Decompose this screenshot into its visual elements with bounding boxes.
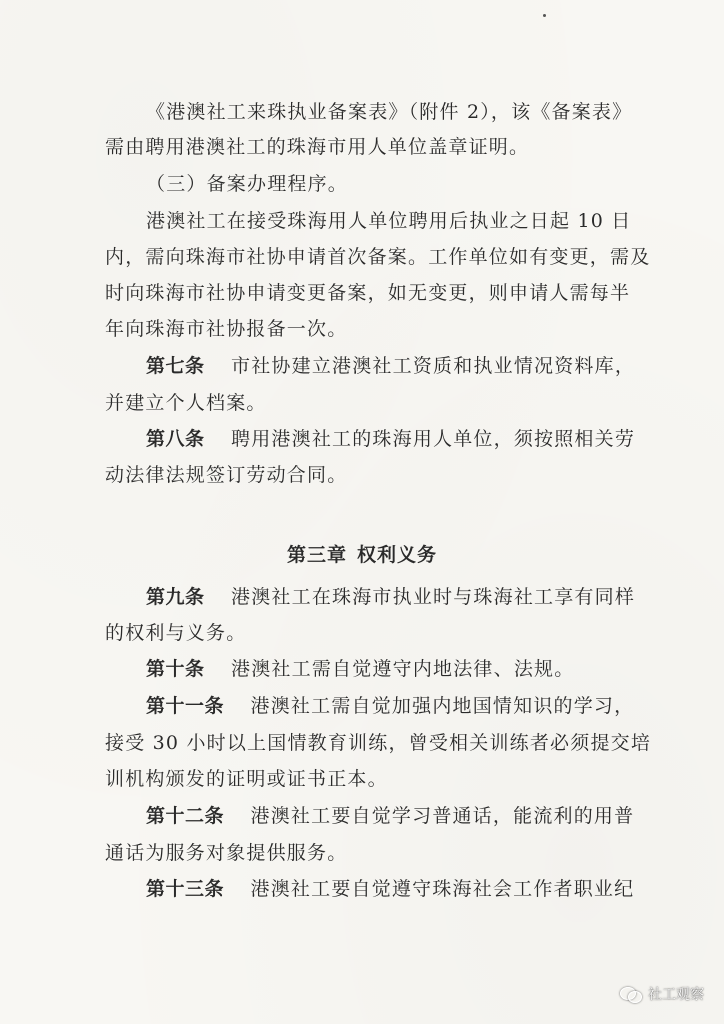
article-text: 港澳社工需自觉遵守内地法律、法规。 (231, 658, 575, 680)
article-12 (146, 803, 634, 829)
article-13 (146, 876, 634, 902)
paper-speck (543, 14, 546, 17)
article-9 (146, 584, 635, 610)
paragraph-line: 港澳社工在接受珠海用人单位聘用后执业之日起 10 日 (146, 210, 632, 232)
chapter-heading (0, 542, 724, 568)
article-text: 港澳社工要自觉学习普通话，能流利的用普 (250, 805, 635, 827)
section-heading: （三）备案办理程序。 (146, 173, 349, 195)
paragraph-line: 时向珠海市社协申请变更备案，如无变更，则申请人需每半 (105, 282, 631, 304)
article-text: 聘用港澳社工的珠海用人单位，须按照相关劳 (231, 428, 636, 450)
paragraph-line: 《港澳社工来珠执业备案表》（附件 2），该《备案表》 (146, 101, 633, 123)
article-label: 第八条 (146, 428, 205, 450)
paragraph-line: 训机构颁发的证明或证书正本。 (105, 768, 388, 790)
paragraph-line: 接受 30 小时以上国情教育训练，曾受相关训练者必须提交培 (105, 732, 652, 754)
article-10 (146, 656, 574, 682)
article-label: 第七条 (146, 355, 205, 377)
article-label: 第九条 (146, 586, 205, 608)
paragraph-line: 的权利与义务。 (105, 622, 247, 644)
article-8 (146, 426, 635, 452)
article-text: 市社协建立港澳社工资质和执业情况资料库， (231, 355, 636, 377)
article-text: 港澳社工需自觉加强内地国情知识的学习， (250, 695, 635, 717)
paragraph-line: 并建立个人档案。 (105, 392, 267, 414)
wechat-watermark (620, 984, 704, 1004)
article-label: 第十条 (146, 658, 205, 680)
article-label: 第十三条 (146, 878, 225, 900)
article-label: 第十二条 (146, 805, 225, 827)
article-text: 港澳社工在珠海市执业时与珠海社工享有同样 (231, 586, 636, 608)
paragraph-line: 年向珠海市社协报备一次。 (105, 318, 348, 340)
article-text: 港澳社工要自觉遵守珠海社会工作者职业纪 (250, 878, 635, 900)
article-7 (146, 353, 635, 379)
paragraph-line: 动法律法规签订劳动合同。 (105, 464, 348, 486)
watermark-text: 社工观察 (648, 987, 704, 1003)
article-11 (146, 693, 634, 719)
chapter-number: 第三章 (286, 544, 347, 566)
paragraph-line: 需由聘用港澳社工的珠海市用人单位盖章证明。 (105, 136, 530, 158)
wechat-icon (620, 985, 642, 1003)
paragraph-line: 通话为服务对象提供服务。 (105, 842, 348, 864)
chapter-title: 权利义务 (357, 544, 438, 566)
article-label: 第十一条 (146, 695, 225, 717)
paragraph-line: 内，需向珠海市社协申请首次备案。工作单位如有变更，需及 (105, 246, 651, 268)
